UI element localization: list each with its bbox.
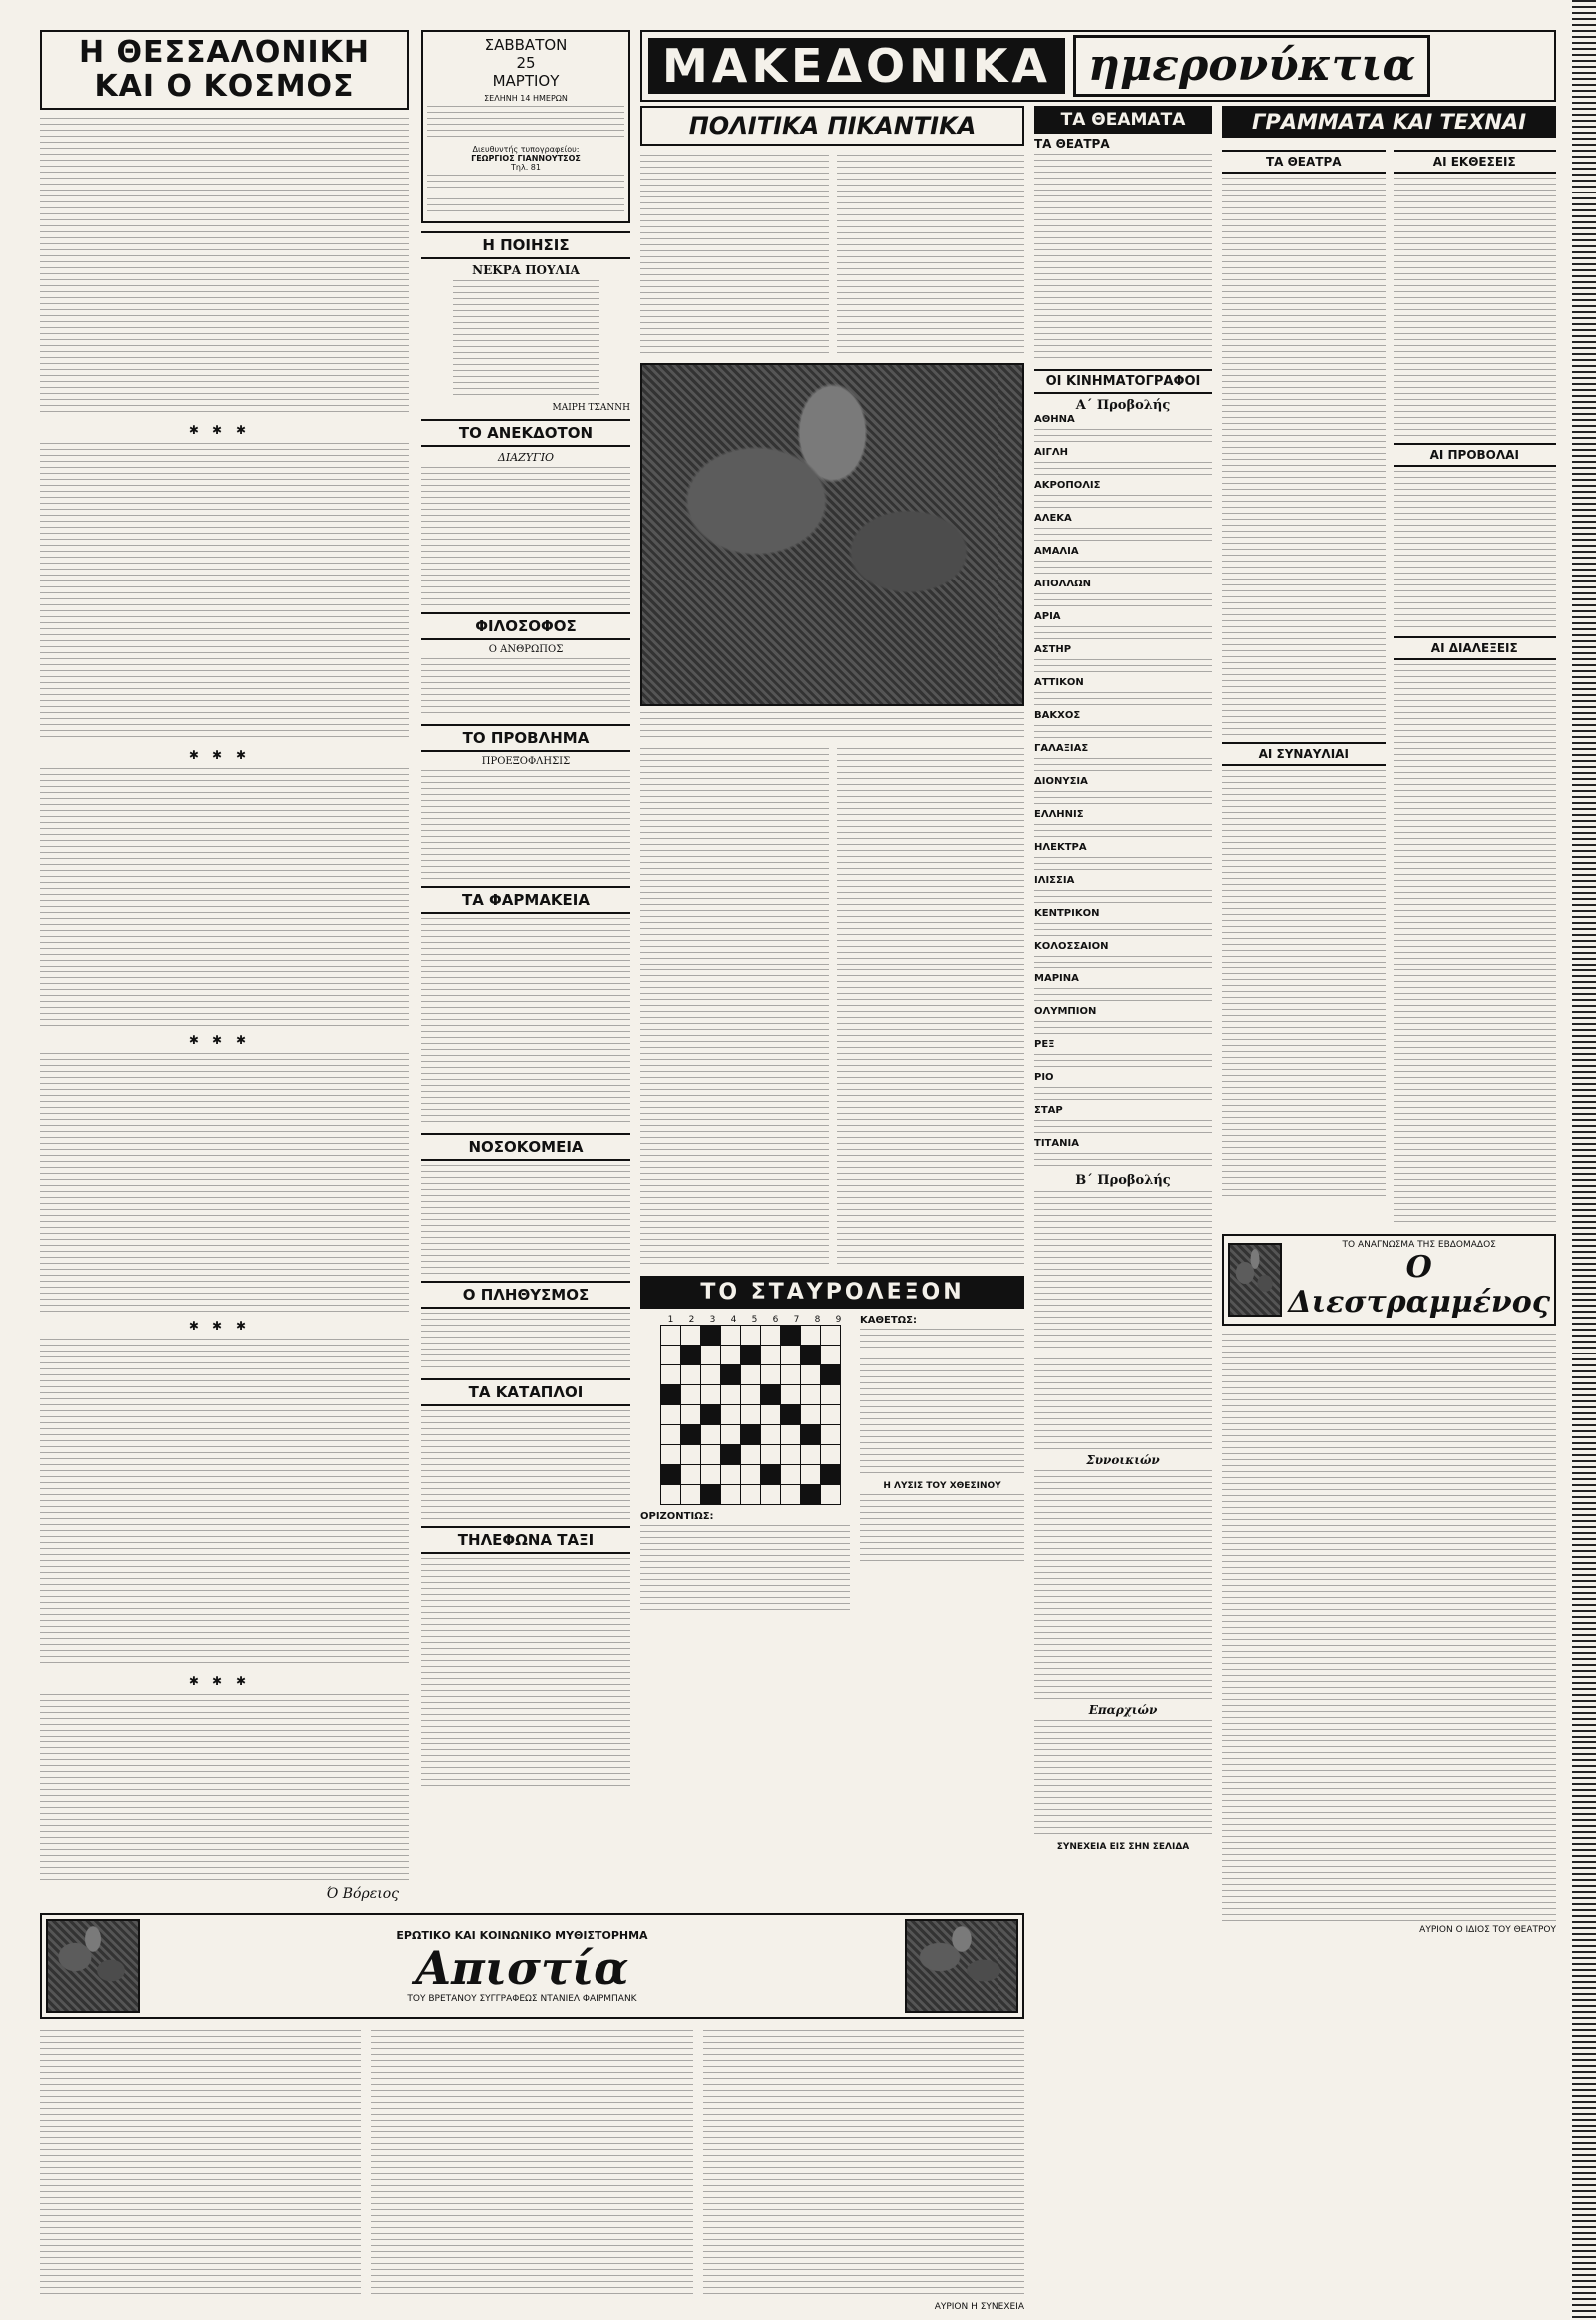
vertical-clues [860,1329,1024,1478]
cinema-name: ΑΚΡΟΠΟΛΙΣ [1034,480,1101,491]
crossword-number: 3 [709,1315,716,1325]
left-title-line1: Η ΘΕΣΣΑΛΟΝΙΚΗ [78,35,371,70]
cinema-name: ΑΠΟΛΛΩΝ [1034,579,1091,589]
novel-text [40,2030,361,2299]
section-phones: ΤΗΛΕΦΩΝΑ ΤΑΞΙ [421,1526,630,1554]
moon-phase: ΣΕΛΗΝΗ 14 ΗΜΕΡΩΝ [484,94,568,103]
cell [681,1385,701,1405]
novel-illustration-left [46,1919,140,2013]
weekly-story-title: Ο Διεστραμμένος [1288,1250,1550,1320]
politics-columns [640,152,1024,357]
cinema-details [1034,1054,1212,1068]
cell [741,1346,761,1365]
politics-text-left [640,155,829,354]
arts-concerts-text [1222,770,1386,1199]
novel-subtitle: ΤΟΥ ΒΡΕΤΑΝΟΥ ΣΥΓΓΡΑΦΕΩΣ ΝΤΑΝΙΕΛ ΦΑΙΡΜΠΑΝΚ [407,1993,637,2004]
cinema-name: ΒΑΚΧΟΣ [1034,710,1081,721]
cell [721,1326,741,1346]
director-label: Διευθυντής τυπογραφείου: [472,145,580,154]
problem-subtitle: ΠΡΟΕΞΟΦΛΗΣΙΣ [481,756,571,767]
cell [661,1445,681,1465]
cinema-details [1034,923,1212,937]
cell [661,1346,681,1365]
masthead-title: ΜΑΚΕΔΟΝΙΚΑ [648,38,1065,94]
cinema-name: ΤΙΤΑΝΙΑ [1034,1138,1079,1149]
arts-concerts: ΑΙ ΣΥΝΑΥΛΙΑΙ [1222,742,1386,766]
novel-columns [40,2027,1024,2302]
cell [721,1425,741,1445]
section-pharmacies: ΤΑ ΦΑΡΜΑΚΕΙΑ [421,886,630,914]
cinema-name: ΑΙΓΛΗ [1034,447,1068,458]
cell [821,1346,841,1365]
arts-lectures: ΑΙ ΔΙΑΛΕΞΕΙΣ [1394,636,1557,660]
cell [821,1485,841,1505]
arts-col-left [1222,144,1386,1226]
article-text-block [40,768,409,1027]
cell [701,1346,721,1365]
cell [781,1405,801,1425]
cinema-name: ΣΤΑΡ [1034,1105,1063,1116]
article-text-block [40,1339,409,1668]
cell [681,1485,701,1505]
cell [701,1405,721,1425]
arts-exhibitions: ΑΙ ΕΚΘΕΣΕΙΣ [1394,150,1557,174]
cell [781,1465,801,1485]
section-poetry: Η ΠΟΙΗΣΙΣ [421,231,630,259]
arts-column [1222,106,1556,1935]
cell [801,1445,821,1465]
article-text-block [40,118,409,417]
info-column [421,30,630,1790]
novel-illustration-right [905,1919,1018,2013]
cinema-details [1034,528,1212,542]
cell [661,1405,681,1425]
crossword-vertical-label: ΚΑΘΕΤΩΣ: [860,1315,917,1326]
director-phone: Τηλ. 81 [511,163,541,172]
cinema-name: ΙΛΙΣΣΙΑ [1034,875,1075,886]
cinema-details [1034,462,1212,476]
hospitals-text [421,1165,630,1275]
cell [761,1445,781,1465]
cinema-details [1034,429,1212,443]
cell [661,1326,681,1346]
suburbs-listings [1034,1470,1212,1700]
anecdote-text [421,467,630,606]
shows-theatre-label: ΤΑ ΘΕΑΤΡΑ [1034,137,1110,151]
problem-text [421,770,630,880]
cell [801,1405,821,1425]
provinces-label: Επαρχιών [1088,1703,1158,1717]
cell [741,1425,761,1445]
cell [761,1385,781,1405]
crossword-area [640,1315,1024,1618]
cinema-details [1034,495,1212,509]
novel-text [703,2030,1024,2299]
weekly-story-text [1222,1334,1556,1922]
first-run-label: Α΄ Προβολής [1075,398,1171,413]
cell [801,1385,821,1405]
cell [741,1465,761,1485]
politics-text-right [837,155,1025,354]
cinema-details [1034,561,1212,575]
cell [761,1485,781,1505]
cell [761,1346,781,1365]
cinema-details [1034,824,1212,838]
politics-text-left [640,748,829,1267]
cinemas-title: ΟΙ ΚΙΝΗΜΑΤΟΓΡΑΦΟΙ [1034,369,1212,394]
cinema-details [1034,1120,1212,1134]
cell [781,1445,801,1465]
left-title-box [40,30,409,110]
date-day: ΣΑΒΒΑΤΟΝ [484,36,568,54]
calendar-text [427,106,624,142]
arts-screenings: ΑΙ ΠΡΟΒΟΛΑΙ [1394,443,1557,467]
arts-lectures-text [1394,664,1557,1223]
separator-stars: ✱✱✱ [188,423,261,437]
cinema-name: ΑΤΤΙΚΟΝ [1034,677,1084,688]
section-philosopher: ΦΙΛΟΣΟΦΟΣ [421,612,630,640]
cell [721,1346,741,1365]
section-anecdote: ΤΟ ΑΝΕΚΔΟΤΟΝ [421,419,630,447]
cell [781,1365,801,1385]
cell [781,1346,801,1365]
newspaper-page [40,30,1556,2312]
cell [721,1365,741,1385]
cinema-name: ΑΘΗΝΑ [1034,414,1075,425]
cinema-name: ΟΛΥΜΠΙΟΝ [1034,1006,1097,1017]
cell [701,1485,721,1505]
cell [741,1326,761,1346]
cell [681,1405,701,1425]
arts-exhibitions-text [1394,178,1557,437]
date-number: 25 [516,54,536,72]
novel-titles [150,1929,895,2004]
cell [821,1425,841,1445]
masthead-subtitle: ημερονύκτια [1073,35,1430,97]
cinema-name: ΑΣΤΗΡ [1034,644,1072,655]
cell [781,1326,801,1346]
cell [821,1385,841,1405]
accidents-text [421,1410,630,1520]
arts-theatre-text [1222,178,1386,736]
weekly-story-kicker: ΤΟ ΑΝΑΓΝΩΣΜΑ ΤΗΣ ΕΒΔΟΜΑΔΟΣ [1342,1240,1496,1250]
crossword-grid-wrap [640,1315,850,1618]
cell [721,1465,741,1485]
cell [681,1465,701,1485]
poem-text [453,280,599,400]
left-title-line2: ΚΑΙ Ο ΚΟΣΜΟΣ [94,69,355,104]
article-text-block [40,1694,409,1883]
cinema-details [1034,1087,1212,1101]
weekly-story-header [1222,1234,1556,1326]
cell [741,1385,761,1405]
crossword-solution-label: Η ΛΥΣΙΣ ΤΟΥ ΧΘΕΣΙΝΟΥ [883,1481,1001,1491]
cinema-list [1034,413,1212,1167]
cinema-name: ΕΛΛΗΝΙΣ [1034,809,1084,820]
cinema-name: ΚΕΝΤΡΙΚΟΝ [1034,908,1100,919]
cinema-name: ΔΙΟΝΥΣΙΑ [1034,776,1088,787]
cell [701,1365,721,1385]
crossword-title: ΤΟ ΣΤΑΥΡΟΛΕΞΟΝ [640,1276,1024,1309]
cinema-details [1034,758,1212,772]
cell [801,1365,821,1385]
philosopher-text [421,658,630,718]
cell [801,1485,821,1505]
second-run-label: Β΄ Προβολής [1075,1173,1171,1188]
novel-header [40,1913,1024,2019]
separator-stars: ✱✱✱ [188,1319,261,1333]
section-hospitals: ΝΟΣΟΚΟΜΕΙΑ [421,1133,630,1161]
date-month: ΜΑΡΤΙΟΥ [492,72,560,90]
article-text-block [40,1053,409,1313]
shows-title: ΤΑ ΘΕΑΜΑΤΑ [1034,106,1212,134]
crossword-number: 5 [751,1315,758,1325]
cell [741,1485,761,1505]
crossword-number: 6 [772,1315,779,1325]
novel-text [371,2030,692,2299]
cell [761,1425,781,1445]
horizontal-clues [640,1525,850,1615]
cinema-name: ΡΙΟ [1034,1072,1054,1083]
crossword-number: 1 [667,1315,674,1325]
cell [761,1326,781,1346]
arts-col-right [1394,144,1557,1226]
shows-continued: ΣΥΝΕΧΕΙΑ ΕΙΣ ΣΗΝ ΣΕΛΙΔΑ [1056,1842,1190,1852]
politics-text-right [837,748,1025,1267]
cell [681,1365,701,1385]
cell [721,1445,741,1465]
article-text-block [40,443,409,742]
cell [661,1365,681,1385]
cinema-details [1034,857,1212,871]
cell [821,1405,841,1425]
separator-stars: ✱✱✱ [188,748,261,762]
cell [661,1385,681,1405]
poem-title: ΝΕΚΡΑ ΠΟΥΛΙΑ [472,263,580,277]
cell [761,1405,781,1425]
second-run-listings [1034,1191,1212,1450]
cell [781,1425,801,1445]
cell [761,1365,781,1385]
phones-text [421,1558,630,1787]
left-author: Ό Βόρειος [326,1886,399,1902]
cell [821,1465,841,1485]
cell [761,1465,781,1485]
population-text [421,1313,630,1372]
cell [781,1385,801,1405]
novel-title: Απιστία [415,1940,629,1995]
cell [821,1326,841,1346]
cinema-name: ΗΛΕΚΤΡΑ [1034,842,1087,853]
cinema-name: ΡΕΞ [1034,1039,1055,1050]
cell [681,1445,701,1465]
cell [781,1485,801,1505]
cell [681,1425,701,1445]
cinema-details [1034,593,1212,607]
arts-columns [1222,144,1556,1226]
cell [661,1485,681,1505]
crossword-number: 9 [835,1315,842,1325]
cell [701,1465,721,1485]
crossword-number: 7 [793,1315,800,1325]
crossword-horizontal-label: ΟΡΙΖΟΝΤΙΩΣ: [640,1511,714,1522]
weekly-story-titles [1288,1240,1550,1320]
crossword-number: 4 [730,1315,737,1325]
cinema-details [1034,890,1212,904]
director-name: ΓΕΩΡΓΙΟΣ ΓΙΑΝΝΟΥΤΣΟΣ [471,154,581,163]
weekly-story-continued: ΑΥΡΙΟΝ Ο ΙΔΙΟΣ ΤΟΥ ΘΕΑΤΡΟΥ [1419,1925,1556,1935]
masthead [640,30,1556,102]
crossword-col-numbers [640,1315,850,1325]
meeting-photo [640,363,1024,706]
anecdote-subtitle: ΔΙΑΖΥΓΙΟ [497,451,555,464]
theatre-listings [1034,154,1212,363]
cinema-name: ΚΟΛΟΣΣΑΙΟΝ [1034,941,1109,952]
cinema-details [1034,692,1212,706]
cinema-details [1034,956,1212,969]
shows-column [1034,106,1212,1852]
cell [681,1346,701,1365]
cell [661,1425,681,1445]
cell [721,1405,741,1425]
section-accidents: ΤΑ ΚΑΤΑΠΛΟΙ [421,1378,630,1406]
arts-theatre: ΤΑ ΘΕΑΤΡΑ [1222,150,1386,174]
cinema-name: ΓΑΛΑΞΙΑΣ [1034,743,1089,754]
cinema-details [1034,1021,1212,1035]
suburbs-label: Συνοικιών [1086,1453,1160,1467]
cinema-details [1034,626,1212,640]
cinema-name: ΑΛΕΚΑ [1034,513,1072,524]
cell [741,1365,761,1385]
cell [701,1385,721,1405]
novel-kicker: ΕΡΩΤΙΚΟ ΚΑΙ ΚΟΙΝΩΝΙΚΟ ΜΥΘΙΣΤΟΡΗΜΑ [396,1928,648,1942]
crossword-number: 2 [688,1315,695,1325]
arts-title: ΓΡΑΜΜΑΤΑ ΚΑΙ ΤΕΧΝΑΙ [1222,106,1556,138]
footer-text [427,175,624,214]
cell [801,1465,821,1485]
cell [741,1445,761,1465]
separator-stars: ✱✱✱ [188,1674,261,1688]
cell [801,1346,821,1365]
left-column [40,30,409,1902]
cell [721,1485,741,1505]
cell [661,1465,681,1485]
photo-caption [640,712,1024,742]
cinema-details [1034,659,1212,673]
provinces-listings [1034,1720,1212,1839]
cell [821,1365,841,1385]
crossword-clues [860,1315,1024,1618]
cell [701,1445,721,1465]
cinema-name: ΜΑΡΙΝΑ [1034,973,1079,984]
politics-title: ΠΟΛΙΤΙΚΑ ΠΙΚΑΝΤΙΚΑ [640,106,1024,146]
novel-continued: ΑΥΡΙΟΝ Η ΣΥΝΕΧΕΙΑ [934,2302,1024,2312]
cinema-details [1034,791,1212,805]
solution-text [860,1494,1024,1564]
cell [701,1326,721,1346]
crossword-grid[interactable] [660,1325,841,1505]
cell [801,1425,821,1445]
novel-section [40,1913,1024,2312]
crossword-number: 8 [814,1315,821,1325]
cell [801,1326,821,1346]
arts-screenings-text [1394,471,1557,630]
cinema-details [1034,988,1212,1002]
adjacent-page-edge [1572,0,1596,2320]
cinema-details [1034,1153,1212,1167]
section-problem: ΤΟ ΠΡΟΒΛΗΜΑ [421,724,630,752]
cell [821,1445,841,1465]
masthead-area [640,30,1556,102]
separator-stars: ✱✱✱ [188,1033,261,1047]
politics-columns-lower [640,745,1024,1270]
cinema-name: ΑΡΙΑ [1034,611,1061,622]
weekly-story-illustration [1228,1243,1282,1317]
section-population: Ο ΠΛΗΘΥΣΜΟΣ [421,1281,630,1309]
cell [681,1326,701,1346]
date-box [421,30,630,223]
philosopher-subtitle: Ο ΑΝΘΡΩΠΟΣ [488,644,564,655]
poem-author: ΜΑΙΡΗ ΤΣΑΝΝΗ [552,403,630,413]
cell [741,1405,761,1425]
cell [701,1425,721,1445]
center-column [640,106,1024,1618]
pharmacies-text [421,918,630,1127]
cinema-name: ΑΜΑΛΙΑ [1034,546,1079,557]
cinema-details [1034,725,1212,739]
cell [721,1385,741,1405]
